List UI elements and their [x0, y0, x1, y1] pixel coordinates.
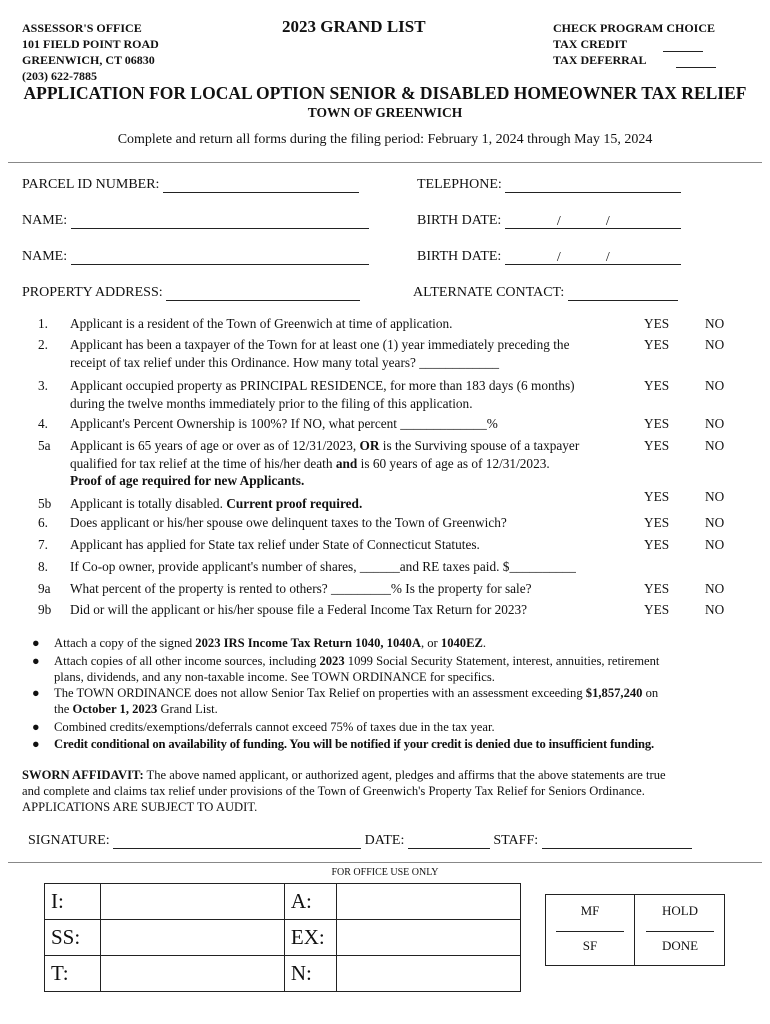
tax-credit-checkbox-line[interactable] [663, 37, 703, 52]
no-option[interactable]: NO [705, 438, 725, 453]
office-use-i-value[interactable] [100, 884, 284, 920]
alternate-contact-input-line[interactable] [568, 286, 678, 301]
question-number: 4. [38, 416, 48, 431]
divider-top [8, 162, 762, 163]
name-field-2[interactable] [22, 249, 369, 265]
question-text-line: receipt of tax relief under this Ordinance. How many total years? ____________ [70, 354, 500, 370]
question-text [70, 336, 630, 371]
program-choice-heading: CHECK PROGRAM CHOICE [553, 21, 715, 35]
bullet-icon: ● [32, 636, 40, 650]
bullet-text [54, 654, 754, 685]
office-use-ex-value[interactable] [336, 920, 520, 956]
sf-label[interactable]: SF [582, 938, 598, 953]
form-title: APPLICATION FOR LOCAL OPTION SENIOR & DISABLED HOMEOWNER TAX RELIEF [23, 83, 747, 103]
question-text: Applicant's Percent Ownership is 100%? If NO, what percent _____________% [70, 416, 498, 431]
no-option[interactable]: NO [705, 378, 725, 393]
staff-input-line[interactable] [542, 834, 692, 849]
yes-option[interactable]: YES [644, 438, 670, 453]
tax-deferral-option[interactable] [553, 52, 716, 68]
question-text-part: is 60 years of age as of 12/31/2023. [357, 455, 550, 471]
question-row [0, 489, 770, 511]
bullet-text-emphasis: 2023 IRS Income Tax Return 1040, 1040A [195, 636, 421, 650]
yes-option[interactable]: YES [644, 602, 670, 617]
status-box-divider [634, 895, 635, 965]
office-use-a-value[interactable] [336, 884, 520, 920]
question-row [0, 601, 770, 619]
bullet-text [54, 636, 754, 652]
name-label-2: NAME: [22, 249, 68, 264]
office-name: ASSESSOR'S OFFICE [22, 21, 142, 35]
done-label[interactable]: DONE [661, 938, 699, 953]
program-choice-block [553, 20, 716, 68]
yes-option[interactable]: YES [644, 537, 670, 552]
question-number: 9b [38, 602, 52, 617]
question-row [0, 415, 770, 433]
question-row [0, 558, 770, 576]
status-box [545, 894, 725, 966]
hold-label[interactable]: HOLD [661, 903, 699, 918]
office-use-n-value[interactable] [336, 956, 520, 992]
birth-date-label-2: BIRTH DATE: [417, 249, 502, 264]
office-use-heading: FOR OFFICE USE ONLY [331, 867, 439, 878]
no-option[interactable]: NO [705, 515, 725, 530]
telephone-field[interactable] [417, 177, 681, 193]
alternate-contact-field[interactable] [413, 285, 678, 301]
signature-input-line[interactable] [113, 834, 361, 849]
bullet-text-part: The TOWN ORDINANCE does not allow Senior Tax Relief on properties with an assessment exceeding [54, 686, 586, 700]
question-text: Applicant has applied for State tax relief under State of Connecticut Statutes. [70, 537, 480, 552]
tax-credit-label: TAX CREDIT [553, 37, 628, 51]
bullet-text-emphasis: $1,857,240 [585, 686, 643, 700]
telephone-label: TELEPHONE: [417, 177, 502, 192]
question-text [70, 377, 630, 412]
question-row [0, 437, 770, 491]
no-option[interactable]: NO [705, 337, 725, 352]
question-text-emphasis: OR [359, 438, 380, 453]
name-field-1[interactable] [22, 213, 369, 229]
bullet-text-part: Attach copies of all other income sources, including [54, 654, 320, 668]
affidavit-label: SWORN AFFIDAVIT: [22, 768, 144, 782]
date-input-line[interactable] [408, 834, 490, 849]
birth-date-slash: / [556, 214, 561, 229]
question-text-line: Applicant occupied property as PRINCIPAL RESIDENCE, for more than 183 days (6 months) [70, 378, 575, 393]
question-number: 3. [38, 378, 48, 393]
question-row [0, 536, 770, 554]
birth-date-input-line-1[interactable] [505, 214, 681, 229]
office-use-a-label: A: [284, 884, 336, 920]
yes-option[interactable]: YES [644, 378, 670, 393]
affidavit-text: and complete and claims tax relief under provisions of the Town of Greenwich's Property Tax Relief for Seniors Ordinance. [22, 784, 645, 798]
question-text-line: during the twelve months immediately prior to the filing of this application. [70, 395, 473, 411]
question-text [70, 437, 630, 490]
question-text: Does applicant or his/her spouse owe delinquent taxes to the Town of Greenwich? [70, 515, 507, 530]
parcel-id-input-line[interactable] [163, 178, 359, 193]
question-row [0, 514, 770, 532]
bullet-icon: ● [32, 720, 40, 734]
name-input-line-1[interactable] [71, 214, 369, 229]
bullet-text-part: . [482, 636, 487, 650]
name-label-1: NAME: [22, 213, 68, 228]
bullet-text-emphasis: 2023 [319, 654, 345, 668]
form-subtitle: TOWN OF GREENWICH [307, 105, 463, 120]
property-address-input-line[interactable] [166, 286, 360, 301]
office-use-ss-label: SS: [45, 920, 101, 956]
office-use-ss-value[interactable] [100, 920, 284, 956]
no-option[interactable]: NO [705, 416, 725, 431]
question-number: 1. [38, 316, 48, 331]
no-option[interactable]: NO [705, 489, 725, 504]
bullet-text-part: plans, dividends, and any non-taxable income. See TOWN ORDINANCE for specifics. [54, 669, 495, 684]
bullet-icon: ● [32, 686, 40, 700]
bullet-text-part: Grand List. [157, 701, 218, 716]
signature-row [28, 833, 692, 849]
question-number: 7. [38, 537, 48, 552]
divider-bottom [8, 862, 762, 863]
proof-of-age-note: Proof of age required for new Applicants. [70, 473, 305, 488]
office-use-t-value[interactable] [100, 956, 284, 992]
question-text: Did or will the applicant or his/her spouse file a Federal Income Tax Return for 2023? [70, 602, 528, 617]
question-text: Applicant is a resident of the Town of Greenwich at time of application. [70, 316, 453, 331]
tax-deferral-label: TAX DEFERRAL [553, 53, 647, 67]
mf-label[interactable]: MF [580, 903, 600, 918]
yes-option[interactable]: YES [644, 581, 670, 596]
yes-option[interactable]: YES [644, 515, 670, 530]
yes-option[interactable]: YES [644, 416, 670, 431]
question-text-emphasis: and [335, 455, 358, 471]
hold-underline [646, 931, 714, 932]
signature-label: SIGNATURE: [28, 833, 110, 848]
bullet-text-part: 1099 Social Security Statement, interest, annuities, retirement [344, 654, 660, 668]
bullet-text: Combined credits/exemptions/deferrals cannot exceed 75% of taxes due in the tax year. [54, 720, 495, 734]
question-text [70, 495, 630, 513]
question-number: 6. [38, 515, 48, 530]
question-text: What percent of the property is rented to others? _________% Is the property for sale? [70, 581, 532, 596]
question-number: 5a [38, 438, 51, 453]
birth-date-slash: / [556, 250, 561, 265]
parcel-id-field[interactable] [22, 177, 359, 193]
office-use-table [44, 883, 521, 992]
question-number: 8. [38, 559, 48, 574]
office-use-n-label: N: [284, 956, 336, 992]
tax-deferral-checkbox-line[interactable] [676, 53, 716, 68]
office-address-line1: 101 FIELD POINT ROAD [22, 37, 159, 51]
birth-date-field-2[interactable] [417, 249, 681, 265]
filing-period-note: Complete and return all forms during the filing period: February 1, 2024 through May 15, 2024 [117, 132, 653, 147]
office-use-ex-label: EX: [284, 920, 336, 956]
tax-credit-option[interactable] [553, 36, 716, 52]
alternate-contact-label: ALTERNATE CONTACT: [413, 285, 565, 300]
office-phone: (203) 622-7885 [22, 69, 97, 83]
question-text-part: is the Surviving spouse of a taxpayer [379, 438, 580, 453]
property-address-label: PROPERTY ADDRESS: [22, 285, 163, 300]
yes-option[interactable]: YES [644, 316, 670, 331]
question-row [0, 580, 770, 598]
bullet-text-part: on [642, 686, 659, 700]
bullet-text: Credit conditional on availability of funding. You will be notified if your credit is denied due to insufficient funding. [54, 737, 654, 751]
property-address-field[interactable] [22, 285, 360, 301]
no-option[interactable]: NO [705, 537, 725, 552]
birth-date-label-1: BIRTH DATE: [417, 213, 502, 228]
question-row [0, 336, 770, 372]
office-address-line2: GREENWICH, CT 06830 [22, 53, 155, 67]
question-text-part: qualified for tax relief at the time of his/her death [70, 455, 336, 471]
birth-date-input-line-2[interactable] [505, 250, 681, 265]
bullet-text [54, 686, 754, 717]
birth-date-slash: / [605, 214, 610, 229]
no-option[interactable]: NO [705, 316, 725, 331]
staff-label: STAFF: [493, 833, 539, 848]
bullet-text-emphasis: 1040EZ [440, 636, 483, 650]
bullet-icon: ● [32, 654, 40, 668]
office-use-i-label: I: [45, 884, 101, 920]
question-text-part: Applicant is totally disabled. [70, 496, 227, 511]
birth-date-slash: / [605, 250, 610, 265]
question-number: 2. [38, 337, 48, 352]
mf-underline [556, 931, 624, 932]
question-number: 5b [38, 496, 52, 511]
office-address-block [22, 20, 159, 84]
yes-option[interactable]: YES [644, 489, 670, 504]
yes-option[interactable]: YES [644, 337, 670, 352]
bullet-text-part: Attach a copy of the signed [54, 636, 196, 650]
affidavit-text: The above named applicant, or authorized agent, pledges and affirms that the above statements are true [143, 768, 666, 782]
question-text-emphasis: Current proof required. [226, 496, 363, 511]
bullet-text-part: the [54, 701, 73, 716]
question-text: If Co-op owner, provide applicant's number of shares, ______and RE taxes paid. $__________ [70, 559, 576, 574]
birth-date-field-1[interactable] [417, 213, 681, 229]
telephone-input-line[interactable] [505, 178, 681, 193]
question-number: 9a [38, 581, 51, 596]
bullet-text-emphasis: October 1, 2023 [72, 701, 158, 716]
name-input-line-2[interactable] [71, 250, 369, 265]
parcel-id-label: PARCEL ID NUMBER: [22, 177, 160, 192]
bullet-icon: ● [32, 737, 40, 751]
question-row [0, 315, 770, 333]
bullet-text-part: , or [420, 636, 441, 650]
sworn-affidavit [22, 767, 752, 815]
no-option[interactable]: NO [705, 602, 725, 617]
office-use-t-label: T: [45, 956, 101, 992]
question-row [0, 377, 770, 413]
question-text-part: Applicant is 65 years of age or over as of 12/31/2023, [70, 438, 360, 453]
grand-list-title: 2023 GRAND LIST [282, 17, 426, 36]
affidavit-text: APPLICATIONS ARE SUBJECT TO AUDIT. [22, 800, 258, 814]
date-label: DATE: [364, 833, 405, 848]
no-option[interactable]: NO [705, 581, 725, 596]
question-text-line: Applicant has been a taxpayer of the Town for at least one (1) year immediately preceding the [70, 337, 570, 352]
